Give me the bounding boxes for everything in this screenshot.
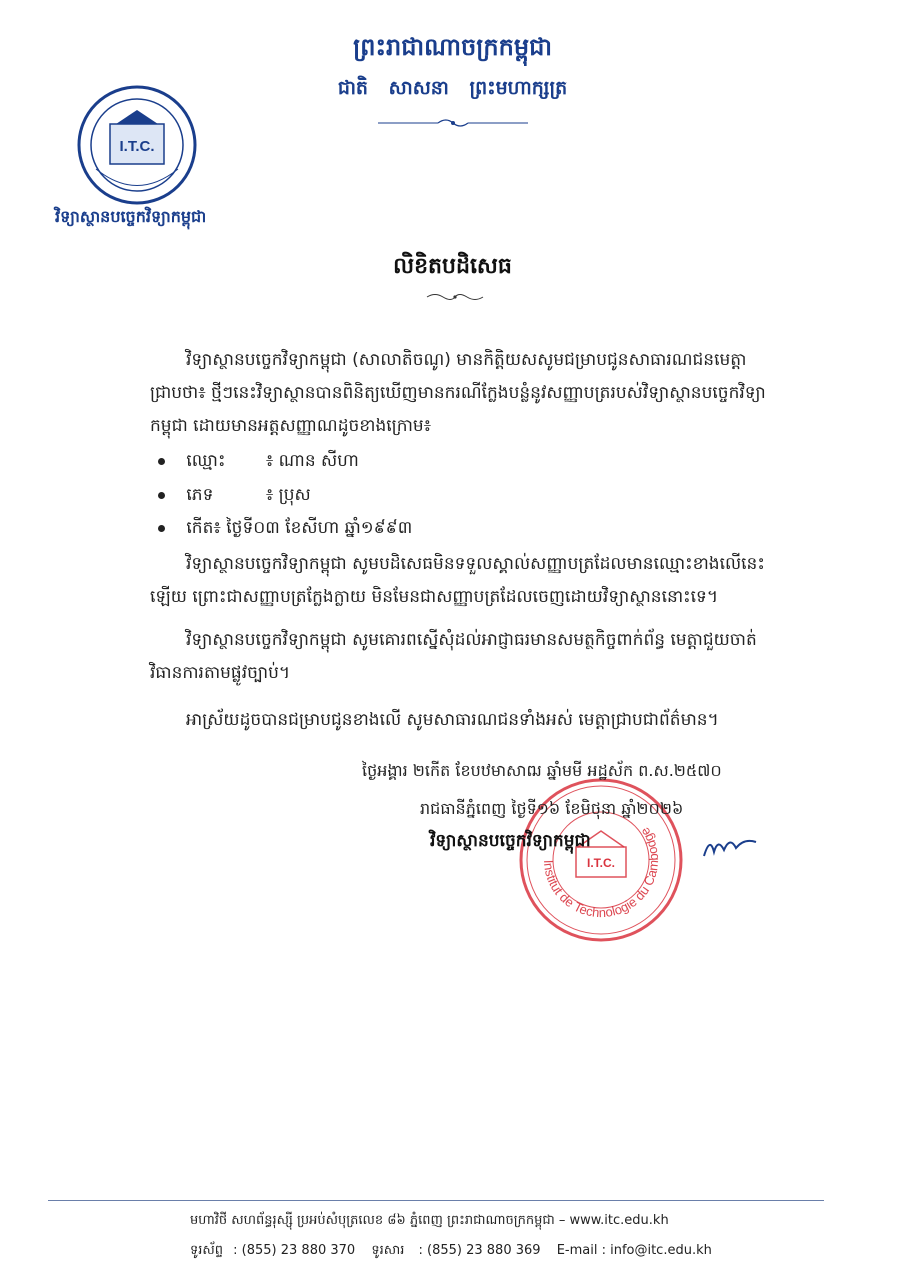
detail-label: ភេទ xyxy=(186,485,214,505)
national-motto: ជាតិ សាសនា ព្រះមហាក្សត្រ xyxy=(337,77,568,99)
itc-logo xyxy=(76,84,198,206)
footer-contacts xyxy=(190,1242,712,1261)
detail-value: ថ្ងៃទី០៣ ខែសីហា ឆ្នាំ១៩៩៣ xyxy=(226,518,413,538)
detail-label: ឈ្មោះ xyxy=(186,451,226,471)
detail-label: កើត៖ xyxy=(186,518,221,538)
paragraph3-line2: វិធានការតាមផ្លូវច្បាប់។ xyxy=(150,663,291,683)
fax-number: : (855) 23 880 369 xyxy=(418,1243,541,1258)
title-ornament xyxy=(425,292,485,302)
footer-address: មហាវិថី សហព័ន្ធរុស្ស៊ី ប្រអប់សំបុត្រលេខ ៨៦ ភ្នំពេញ ព្រះរាជាណាចក្រកម្ពុជា – www.itc.edu.kh xyxy=(190,1213,669,1228)
institute-name: វិទ្យាស្ថានបច្ចេកវិទ្យាកម្ពុជា xyxy=(55,207,207,226)
tel-number: : (855) 23 880 370 xyxy=(233,1243,356,1258)
paragraph2-line1: វិទ្យាស្ថានបច្ចេកវិទ្យាកម្ពុជា សូមបដិសេធមិនទទួលស្គាល់សញ្ញាបត្រដែលមានឈ្មោះខាងលើនេះ xyxy=(186,554,765,574)
place-date: រាជធានីភ្នំពេញ ថ្ងៃទី១៦ ខែមិថុនា ឆ្នាំ២០២៦ xyxy=(420,799,684,818)
detail-value: ៖ ប្រុស xyxy=(265,485,311,505)
paragraph4: អាស្រ័យដូចបានជម្រាបជូនខាងលើ សូមសាធារណជនទាំងអស់ មេត្តាជ្រាបជាព័ត៌មាន។ xyxy=(186,710,719,730)
document-title: លិខិតបដិសេធ xyxy=(393,254,512,279)
lunar-date: ថ្ងៃអង្គារ ២កើត ខែបឋមាសាឍ ឆ្នាំមមី អដ្ឋស័ក ព.ស.២៥៧០ xyxy=(362,761,722,780)
bullet-dot xyxy=(158,492,165,499)
fax-label: ទូរសារ xyxy=(371,1243,405,1258)
paragraph3-line1: វិទ្យាស្ថានបច្ចេកវិទ្យាកម្ពុជា សូមគោរពស្នើសុំដល់អាជ្ញាធរមានសមត្ថកិច្ចពាក់ព័ន្ធ មេត្តាជួយចាត់ xyxy=(186,630,757,650)
logo-text: I.T.C. xyxy=(119,138,155,155)
detail-value: ៖ ណាន សីហា xyxy=(265,451,359,471)
seal-text: Institut de Technologie du Cambodge xyxy=(540,824,662,921)
paragraph1-line1: វិទ្យាស្ថានបច្ចេកវិទ្យាកម្ពុជា (សាលាតិចណូ) មានកិត្តិយសសូមជម្រាបជូនសាធារណជនមេត្តា xyxy=(186,350,747,370)
bullet-dot xyxy=(158,525,165,532)
signer-name: វិទ្យាស្ថានបច្ចេកវិទ្យាកម្ពុជា xyxy=(430,831,591,851)
paragraph2-line2: ឡើយ ព្រោះជាសញ្ញាបត្រក្លែងក្លាយ មិនមែនជាសញ្ញាបត្រដែលចេញដោយវិទ្យាស្ថាននោះទេ។ xyxy=(150,587,719,607)
handwritten-signature xyxy=(700,832,760,862)
tel-label: ទូរស័ព្ទ xyxy=(190,1243,224,1258)
detail-birth xyxy=(158,517,412,542)
detail-sex xyxy=(158,484,311,509)
seal-logo-text: I.T.C. xyxy=(586,856,616,870)
header-ornament xyxy=(378,117,528,129)
email: E-mail : info@itc.edu.kh xyxy=(556,1243,712,1258)
paragraph1-line3: កម្ពុជា ដោយមានអត្តសញ្ញាណដូចខាងក្រោម៖ xyxy=(150,416,432,436)
paragraph1-line2: ជ្រាបថា៖ ថ្មីៗនេះវិទ្យាស្ថានបានពិនិត្យឃើញមានករណីក្លែងបន្លំនូវសញ្ញាបត្ររបស់វិទ្យាស្ថានបច្ចេកវិទ្យា xyxy=(150,383,766,403)
detail-name xyxy=(158,450,359,475)
bullet-dot xyxy=(158,458,165,465)
footer-rule xyxy=(48,1200,824,1201)
kingdom-title: ព្រះរាជាណាចក្រកម្ពុជា xyxy=(353,33,552,61)
